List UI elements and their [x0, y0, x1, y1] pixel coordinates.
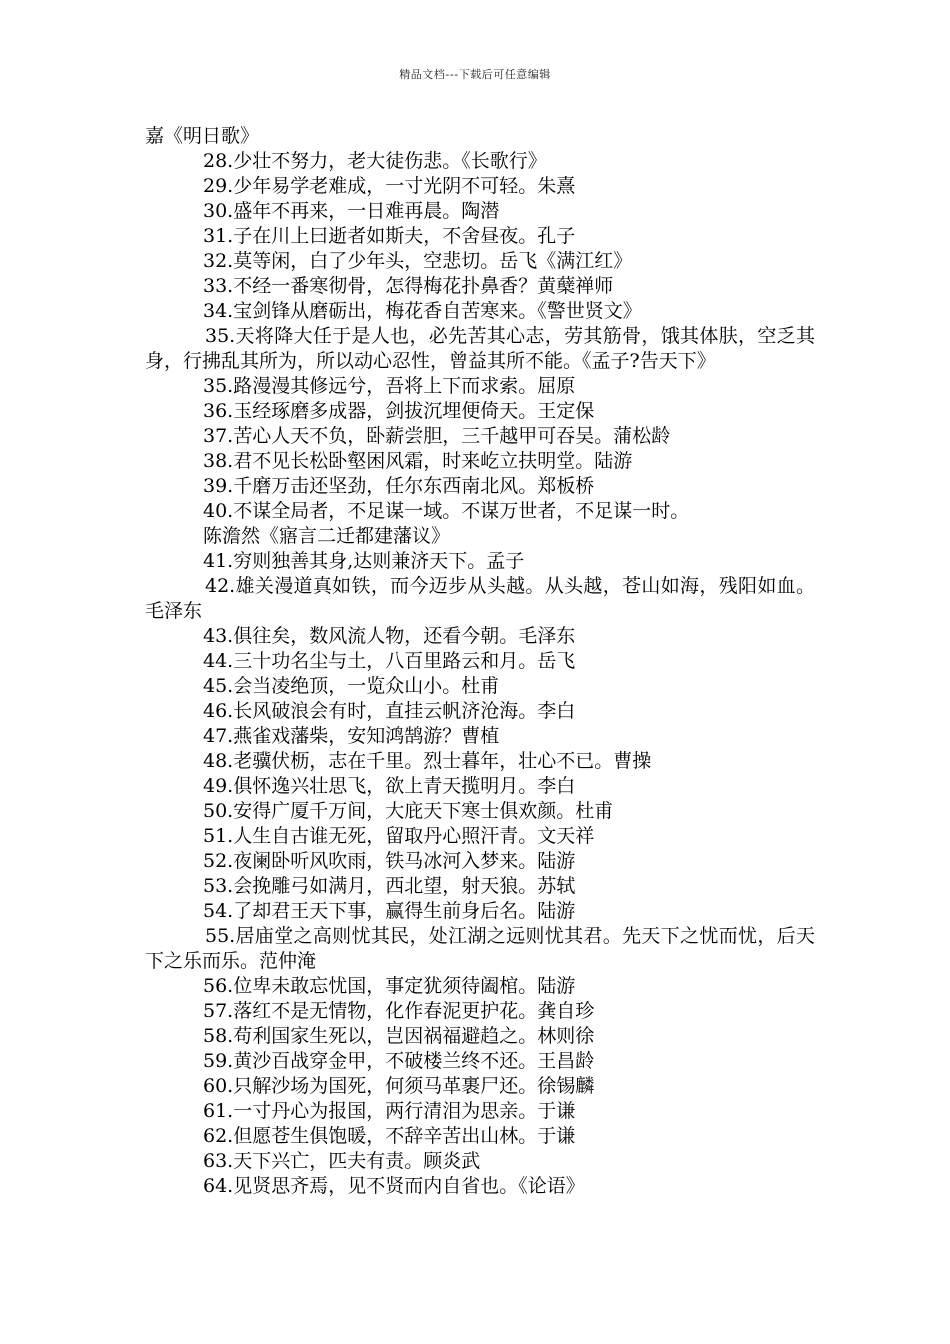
list-item: 33.不经一番寒彻骨，怎得梅花扑鼻香？黄蘖禅师: [203, 275, 614, 297]
list-item: 35.路漫漫其修远兮，吾将上下而求索。屈原: [203, 375, 576, 397]
list-item: 62.但愿苍生俱饱暖，不辞辛苦出山林。于谦: [203, 1125, 576, 1147]
list-item: 41.穷则独善其身,达则兼济天下。孟子: [203, 550, 525, 572]
list-item: 57.落红不是无情物，化作春泥更护花。龚自珍: [203, 1000, 595, 1022]
list-item: 51.人生自古谁无死，留取丹心照汗青。文天祥: [203, 825, 595, 847]
list-item: 59.黄沙百战穿金甲，不破楼兰终不还。王昌龄: [203, 1050, 595, 1072]
list-item: 49.俱怀逸兴壮思飞，欲上青天揽明月。李白: [203, 775, 576, 797]
list-item: 38.君不见长松卧壑困风霜，时来屹立扶明堂。陆游: [203, 450, 633, 472]
list-item: 嘉《明日歌》: [145, 125, 260, 147]
list-item: [145, 324, 815, 374]
quote-list: [145, 124, 815, 1199]
list-item: 陈澹然《寤言二迁都建藩议》: [203, 525, 451, 547]
list-item-text: 55.居庙堂之高则忧其民，处江湖之远则忧其君。先天下之忧而忧，后天下之乐而乐。范仲淹: [145, 925, 815, 972]
list-item: 28.少壮不努力，老大徒伤悲。《长歌行》: [203, 150, 547, 172]
list-item: 53.会挽雕弓如满月，西北望，射天狼。苏轼: [203, 875, 576, 897]
list-item: 44.三十功名尘与土，八百里路云和月。岳飞: [203, 650, 576, 672]
list-item: 47.燕雀戏藩柴，安知鸿鹄游？曹植: [203, 725, 500, 747]
list-item: [145, 574, 815, 624]
list-item: 43.俱往矣，数风流人物，还看今朝。毛泽东: [203, 625, 576, 647]
list-item: 60.只解沙场为国死，何须马革裹尸还。徐锡麟: [203, 1075, 595, 1097]
list-item: 31.子在川上曰逝者如斯夫，不舍昼夜。孔子: [203, 225, 576, 247]
list-item: 34.宝剑锋从磨砺出，梅花香自苦寒来。《警世贤文》: [203, 300, 642, 322]
list-item: 61.一寸丹心为报国，两行清泪为思亲。于谦: [203, 1100, 576, 1122]
list-item: 46.长风破浪会有时，直挂云帆济沧海。李白: [203, 700, 576, 722]
list-item: 29.少年易学老难成，一寸光阴不可轻。朱熹: [203, 175, 576, 197]
list-item: 50.安得广厦千万间，大庇天下寒士俱欢颜。杜甫: [203, 800, 614, 822]
list-item-text: 35.天将降大任于是人也，必先苦其心志，劳其筋骨，饿其体肤，空乏其身，行拂乱其所为，所以动心忍性，曾益其所不能。《孟子?告天下》: [145, 325, 815, 372]
list-item: 40.不谋全局者，不足谋一域。不谋万世者，不足谋一时。: [203, 500, 690, 522]
list-item: 45.会当凌绝顶，一览众山小。杜甫: [203, 675, 500, 697]
list-item: 39.千磨万击还坚劲，任尔东西南北风。郑板桥: [203, 475, 595, 497]
list-item: 37.苦心人天不负，卧薪尝胆，三千越甲可吞吴。蒲松龄: [203, 425, 671, 447]
list-item: 32.莫等闲，白了少年头，空悲切。岳飞《满江红》: [203, 250, 633, 272]
list-item: [145, 924, 815, 974]
list-item: 36.玉经琢磨多成器，剑拔沉埋便倚天。王定保: [203, 400, 595, 422]
list-item: 64.见贤思齐焉，见不贤而内自省也。《论语》: [203, 1175, 585, 1197]
list-item: 52.夜阑卧听风吹雨，铁马冰河入梦来。陆游: [203, 850, 576, 872]
list-item: 30.盛年不再来，一日难再晨。陶潜: [203, 200, 500, 222]
list-item: 58.苟利国家生死以，岂因祸福避趋之。林则徐: [203, 1025, 595, 1047]
list-item: 54.了却君王天下事，赢得生前身后名。陆游: [203, 900, 576, 922]
page-header: 精品文档---下载后可任意编辑: [399, 68, 551, 81]
list-item: 56.位卑未敢忘忧国，事定犹须待阖棺。陆游: [203, 975, 576, 997]
list-item: 63.天下兴亡，匹夫有责。顾炎武: [203, 1150, 481, 1172]
list-item: 48.老骥伏枥，志在千里。烈士暮年，壮心不已。曹操: [203, 750, 652, 772]
list-item-text: 42.雄关漫道真如铁，而今迈步从头越。从头越，苍山如海，残阳如血。毛泽东: [145, 575, 815, 622]
